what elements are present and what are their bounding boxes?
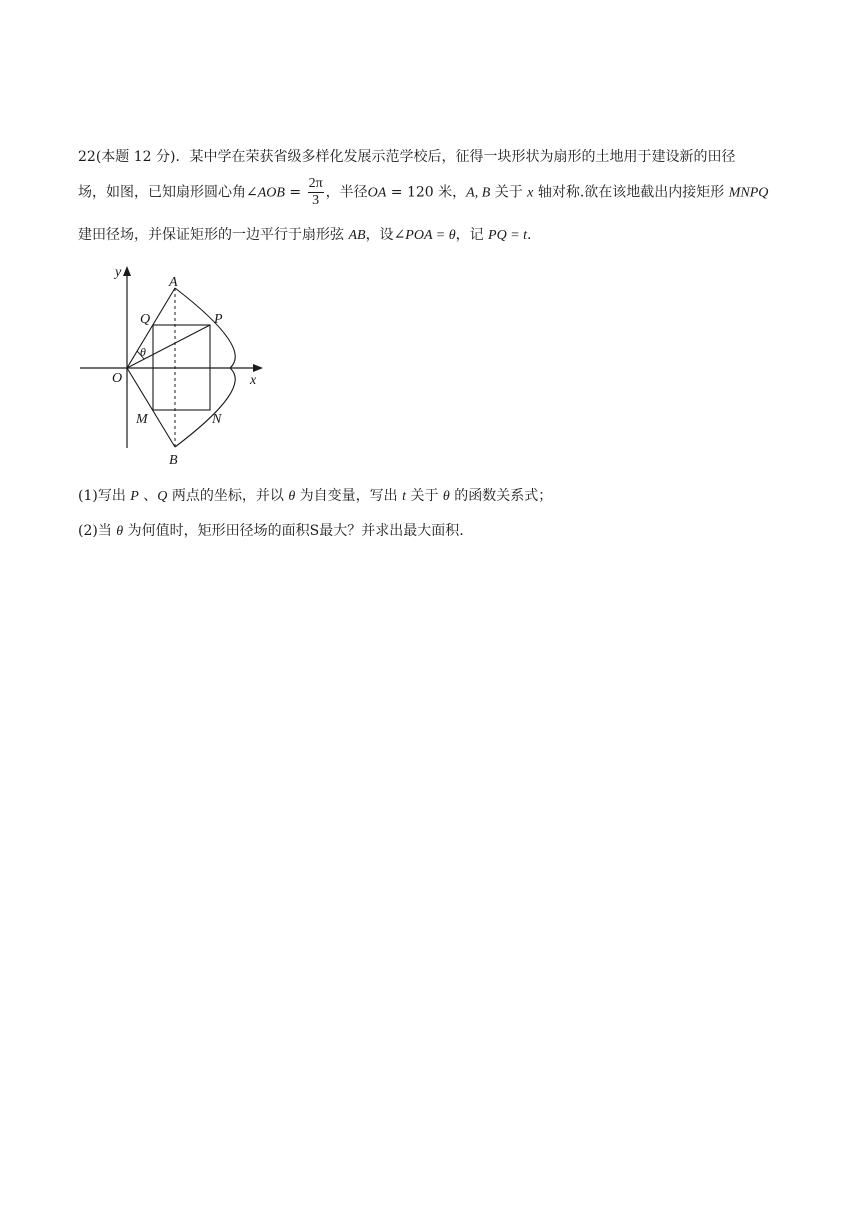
problem-text: . [527, 227, 532, 243]
problem-text: 场，如图，已知扇形圆心角 [78, 184, 246, 201]
problem-text: 轴对称.欲在该地截出内接矩形 [533, 184, 729, 201]
label-b: B [169, 453, 178, 468]
theta-variable: θ [116, 524, 124, 539]
label-n: N [212, 412, 222, 427]
problem-line-3 [78, 224, 531, 244]
question-text: (2)当 [78, 523, 117, 539]
problem-text: ，设 [365, 227, 394, 243]
fraction-numerator: 2π [308, 176, 323, 191]
x-axis-arrow [253, 364, 263, 372]
label-m: M [136, 412, 148, 427]
t-variable: t [402, 489, 407, 504]
problem-text: 22(本题 12 分)．某中学在荣获省级多样化发展示范学校后，征得一块形状为扇形的土地用于建设新的田径 [78, 149, 736, 165]
points-ab: A, B [466, 185, 491, 201]
radius-value: = 120 [386, 184, 434, 201]
label-a: A [169, 275, 178, 290]
question-text: 、 [138, 488, 158, 504]
label-y: y [115, 265, 122, 280]
segment-pq: PQ = t [488, 228, 528, 243]
label-theta: θ [140, 345, 146, 359]
problem-text: 建田径场，并保证矩形的一边平行于扇形弦 [78, 227, 349, 243]
point-p: P [130, 489, 139, 504]
sector-figure [78, 260, 278, 470]
angle-poa: ∠POA = θ [393, 228, 456, 243]
question-text: 的函数关系式； [449, 488, 553, 504]
x-variable: x [527, 185, 534, 201]
problem-text: ，半径 [325, 184, 368, 201]
theta-variable: θ [442, 489, 450, 504]
problem-line-2 [78, 176, 768, 209]
label-p: P [214, 312, 223, 327]
label-q: Q [140, 312, 151, 327]
question-text: 两点的坐标，并以 [167, 488, 289, 504]
problem-line-1 [78, 146, 735, 166]
y-axis-arrow [123, 266, 131, 276]
angle-aob: ∠AOB [246, 185, 285, 201]
question-1 [78, 485, 552, 505]
point-q: Q [157, 489, 168, 504]
radius-ob [127, 368, 175, 447]
label-o: O [112, 371, 123, 386]
rect-mnpq: MNPQ [728, 185, 769, 201]
label-x: x [250, 373, 257, 388]
question-text: (1)写出 [78, 488, 131, 504]
question-2 [78, 520, 464, 540]
question-text: 关于 [406, 488, 443, 504]
question-text: 为自变量，写出 [295, 488, 403, 504]
fraction-denominator: 3 [312, 193, 320, 208]
theta-variable: θ [288, 489, 296, 504]
problem-text: 米， [433, 184, 467, 201]
segment-oa: OA [367, 185, 387, 201]
problem-text: 关于 [490, 184, 528, 201]
equals-sign: = [284, 184, 306, 201]
question-text: 为何值时，矩形田径场的面积S最大？并求出最大面积. [123, 523, 464, 539]
fraction [308, 176, 324, 209]
chord-ab: AB [348, 228, 366, 243]
problem-text: ，记 [455, 227, 489, 243]
